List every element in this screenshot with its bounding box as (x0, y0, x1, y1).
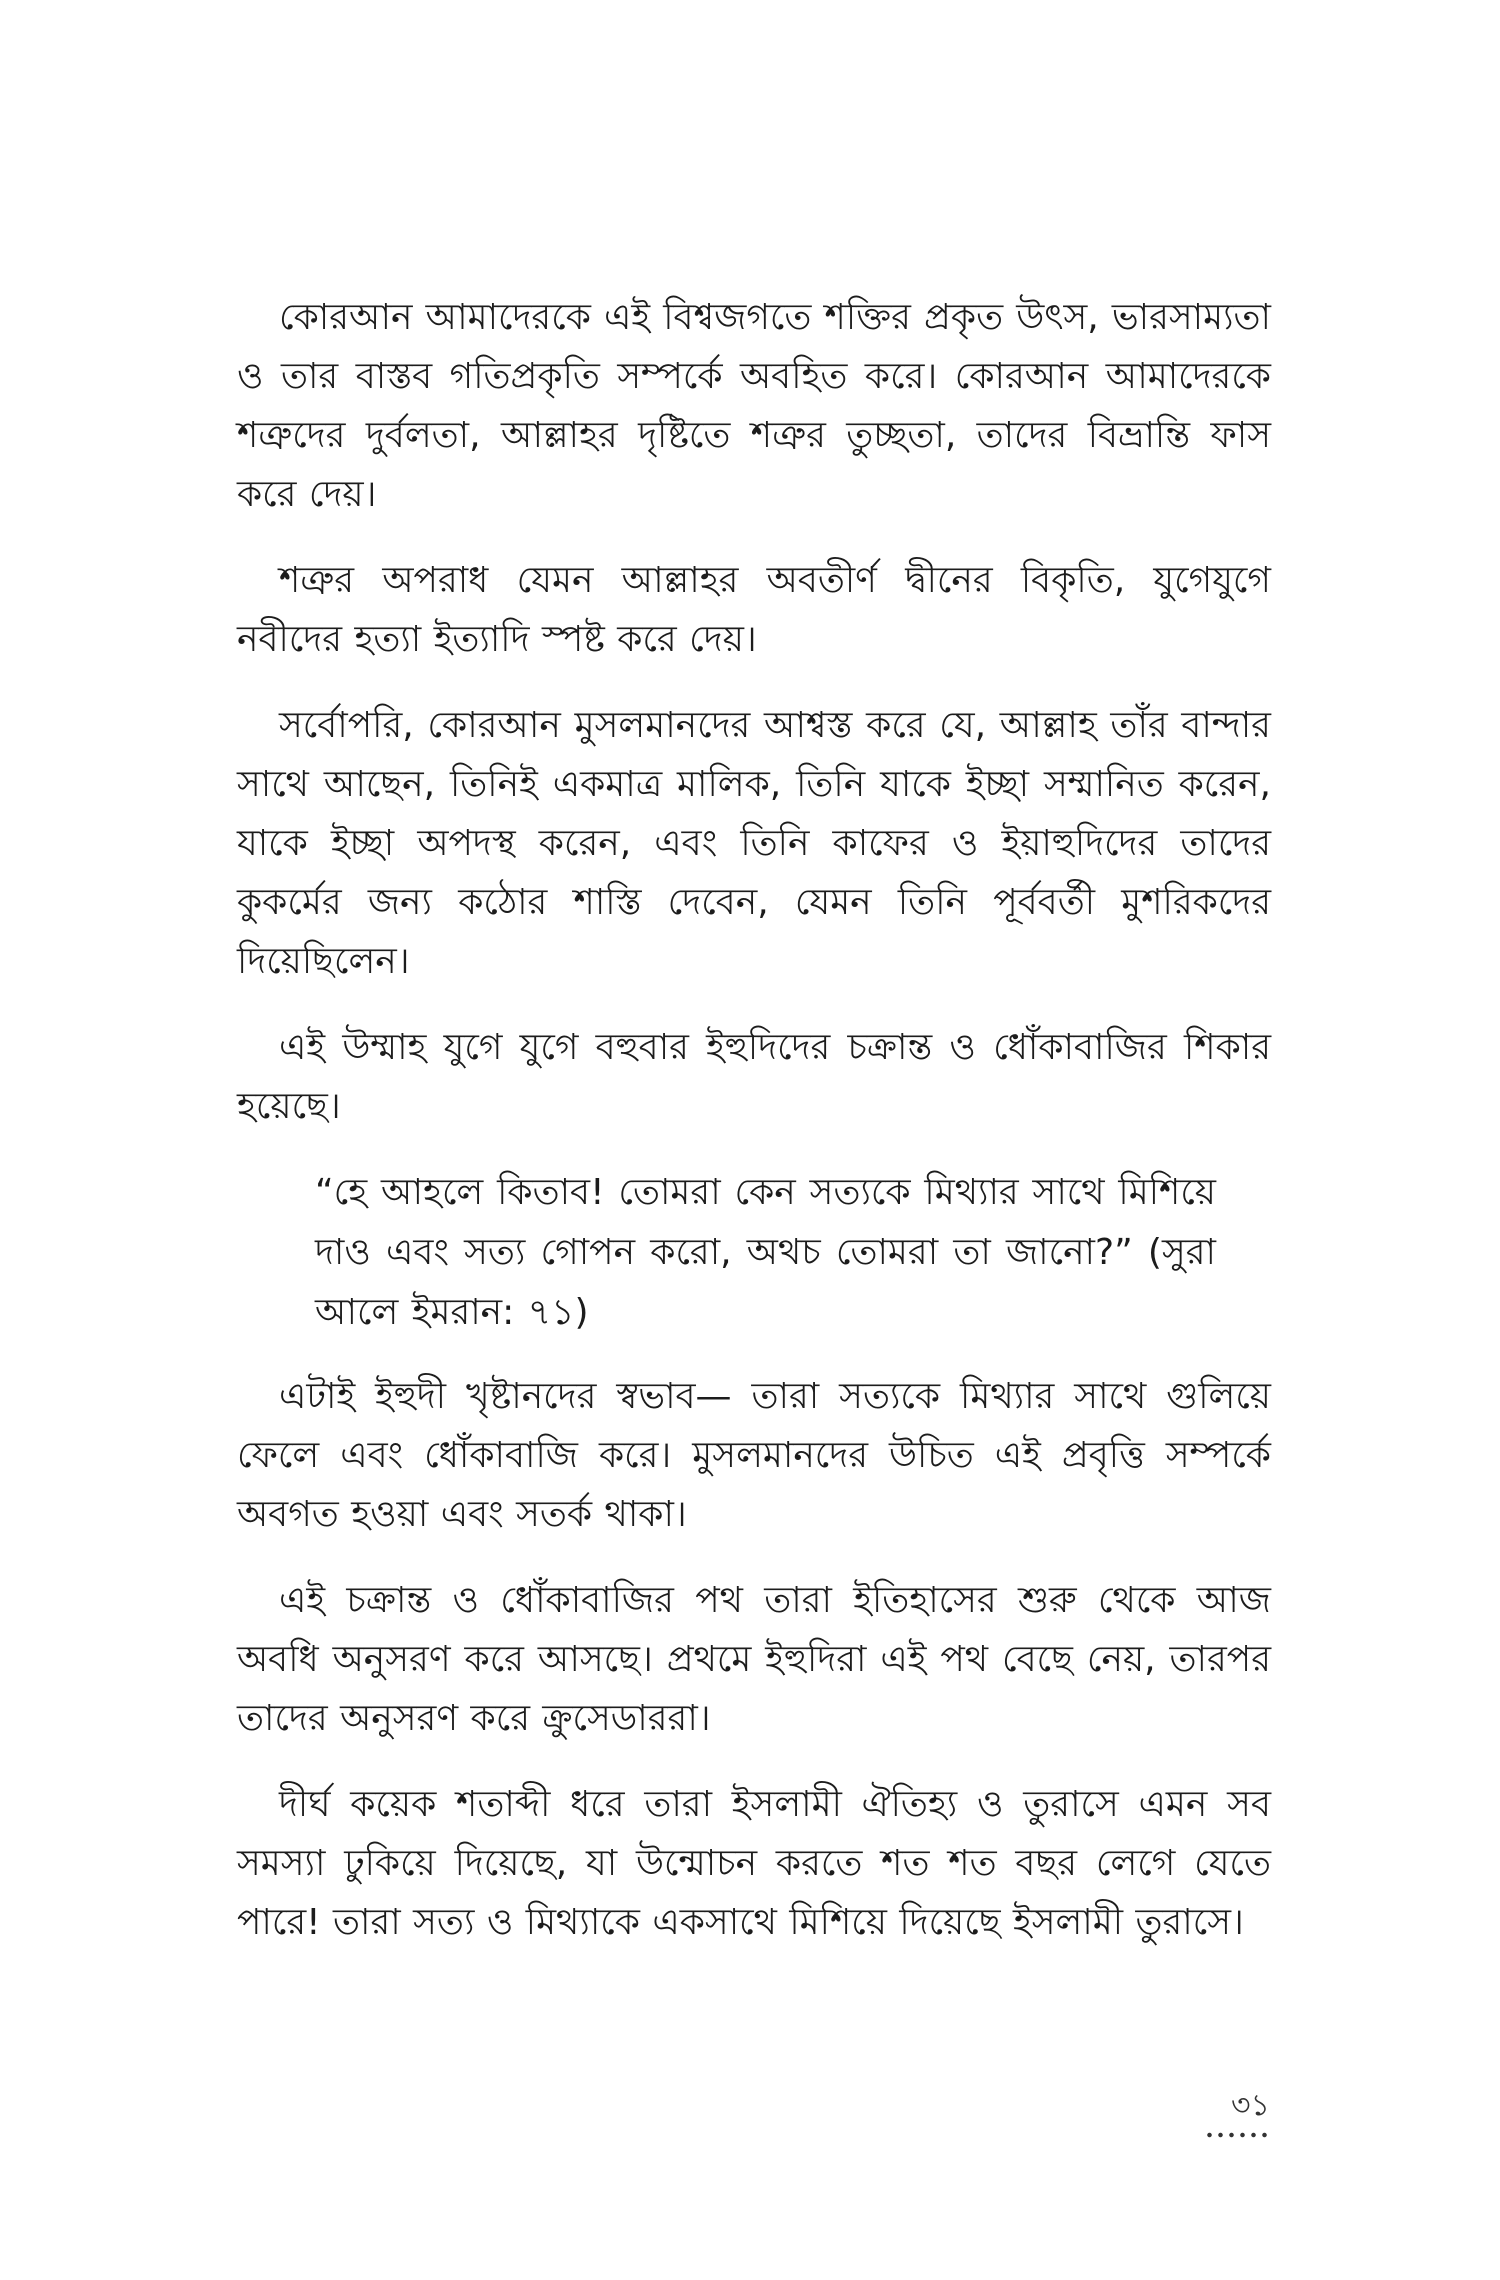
paragraph-2: শত্রুর অপরাধ যেমন আল্লাহর অবতীর্ণ দ্বীনের বিকৃতি, যুগেযুগে নবীদের হত্যা ইত্যাদি স্পষ্ট করে দেয়। (237, 560, 1271, 660)
paragraph-4: এই উম্মাহ যুগে যুগে বহুবার ইহুদিদের চক্রান্ত ও ধোঁকাবাজির শিকার হয়েছে। (237, 1027, 1271, 1127)
page-body (237, 288, 1271, 1979)
paragraph-3: সর্বোপরি, কোরআন মুসলমানদের আশ্বস্ত করে যে, আল্লাহ তাঁর বান্দার সাথে আছেন, তিনিই একমাত্র মালিক, তিনি যাকে ইচ্ছা সম্মানিত করেন, যাকে ইচ্ছা অপদস্থ করেন, এবং তিনি কাফের ও ইয়াহুদিদের তাদের কুকর্মের জন্য কঠোর শাস্তি দেবেন, যেমন তিনি পূর্ববর্তী মুশরিকদের দিয়েছিলেন। (237, 705, 1271, 982)
paragraph-7: দীর্ঘ কয়েক শতাব্দী ধরে তারা ইসলামী ঐতিহ্য ও তুরাসে এমন সব সমস্যা ঢুকিয়ে দিয়েছে, যা উন্মোচন করতে শত শত বছর লেগে যেতে পারে! তারা সত্য ও মিথ্যাকে একসাথে মিশিয়ে দিয়েছে ইসলামী তুরাসে। (237, 1784, 1271, 1943)
paragraph-6: এই চক্রান্ত ও ধোঁকাবাজির পথ তারা ইতিহাসের শুরু থেকে আজ অবধি অনুসরণ করে আসছে। প্রথমে ইহুদিরা এই পথ বেছে নেয়, তারপর তাদের অনুসরণ করে ক্রুসেডাররা। (237, 1580, 1271, 1739)
page-number-dots (1204, 2132, 1270, 2138)
page-number: ৩১ (1231, 2088, 1270, 2123)
paragraph-5: এটাই ইহুদী খৃষ্টানদের স্বভাব— তারা সত্যকে মিথ্যার সাথে গুলিয়ে ফেলে এবং ধোঁকাবাজি করে। মুসলমানদের উচিত এই প্রবৃত্তি সম্পর্কে অবগত হওয়া এবং সতর্ক থাকা। (237, 1376, 1271, 1535)
paragraph-1: কোরআন আমাদেরকে এই বিশ্বজগতে শক্তির প্রকৃত উৎস, ভারসাম্যতা ও তার বাস্তব গতিপ্রকৃতি সম্পর্কে অবহিত করে। কোরআন আমাদেরকে শত্রুদের দুর্বলতা, আল্লাহর দৃষ্টিতে শত্রুর তুচ্ছতা, তাদের বিভ্রান্তি ফাস করে দেয়। (237, 297, 1271, 515)
quran-quote: “হে আহলে কিতাব! তোমরা কেন সত্যকে মিথ্যার সাথে মিশিয়ে দাও এবং সত্য গোপন করো, অথচ তোমরা তা জানো?” (সুরা আলে ইমরান: ৭১) (315, 1172, 1216, 1333)
